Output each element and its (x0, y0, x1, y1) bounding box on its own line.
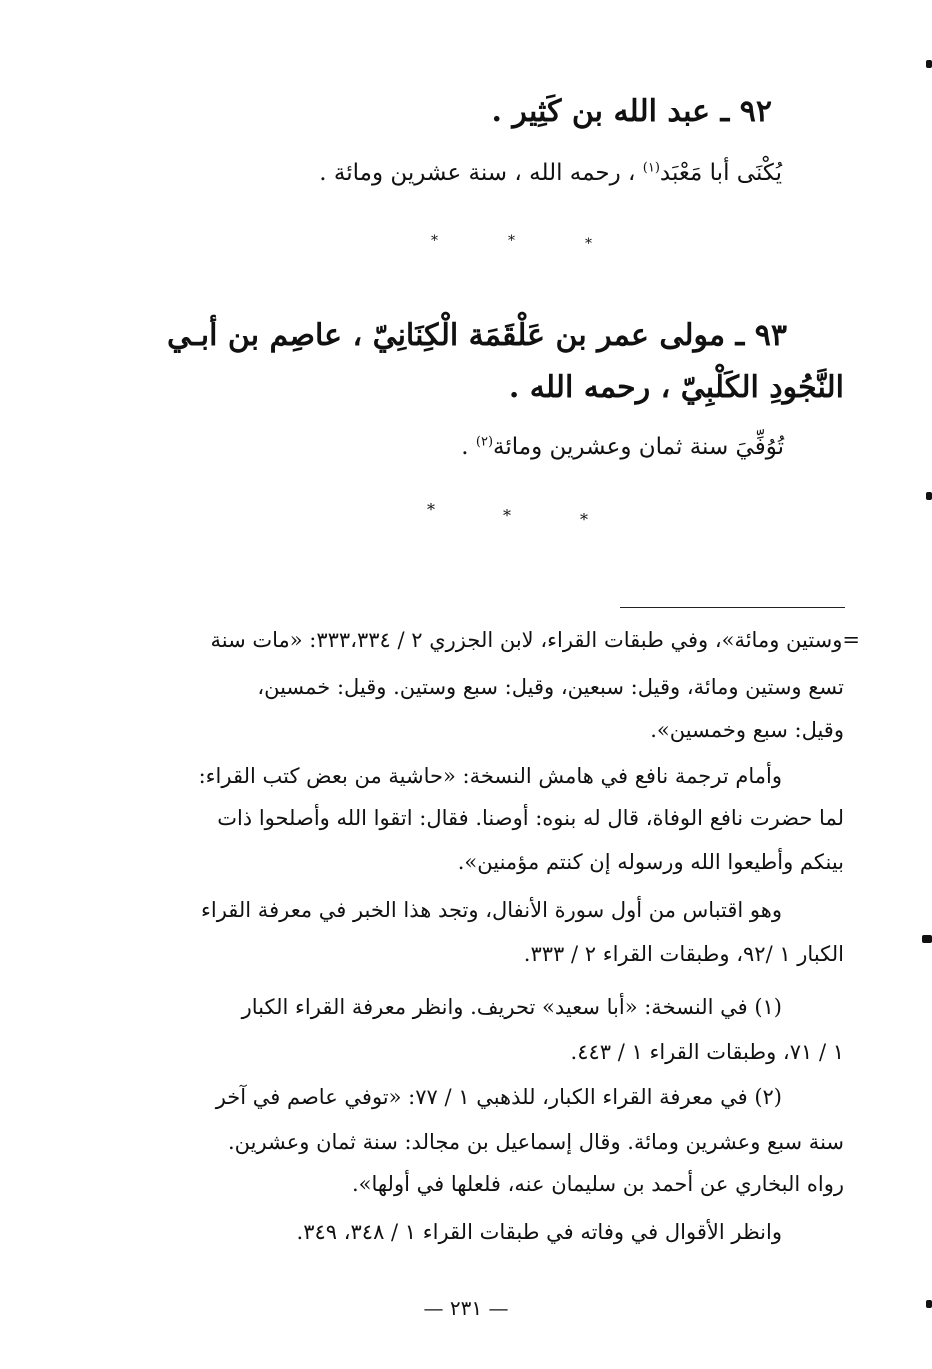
asterisk-icon: * (508, 233, 515, 249)
entry-93-heading-line-2: النَّجُودِ الكَلْبِيّ ، رحمه الله . (508, 370, 844, 405)
scan-edge-mark (926, 1300, 932, 1308)
footnote-1-line-2: ١ / ٧١، وطبقات القراء ١ / ٤٤٣. (570, 1040, 844, 1064)
asterisk-icon: * (585, 236, 592, 252)
footnote-continuation-line-2: تسع وستين ومائة، وقيل: سبعين، وقيل: سبع وستين. وقيل: خمسين، (257, 675, 844, 699)
scan-edge-mark (926, 492, 932, 500)
margin-note-line-1: وأمام ترجمة نافع في هامش النسخة: «حاشية من بعض كتب القراء: (198, 764, 782, 788)
footnote-2-line-3: رواه البخاري عن أحمد بن سليمان عنه، فلعلها في أولها». (351, 1172, 844, 1196)
footnote-ref-1: (١) (642, 160, 660, 176)
margin-note-line-2: لما حضرت نافع الوفاة، قال له بنوه: أوصنا. فقال: اتقوا الله وأصلحوا ذات (217, 806, 844, 830)
asterisk-icon: * (431, 233, 438, 249)
entry-93-text (461, 434, 784, 460)
footnote-continuation-line-3: وقيل: سبع وخمسين». (650, 718, 844, 742)
margin-note-line-3: بينكم وأطيعوا الله ورسوله إن كنتم مؤمنين». (457, 850, 844, 874)
footnote-2-line-1: (٢) في معرفة القراء الكبار، للذهبي ١ / ٧٧: «توفي عاصم في آخر (215, 1085, 782, 1109)
entry-93-text-main: تُوُفِّيَ سنة ثمان وعشرين ومائة (493, 434, 784, 460)
entry-92-heading: ٩٢ ـ عبد الله بن كَثِير . (491, 94, 772, 129)
entry-92-text-main: يُكْنَى أبا مَعْبَد (659, 160, 782, 186)
quote-source-line-1: وهو اقتباس من أول سورة الأنفال، وتجد هذا الخبر في معرفة القراء (200, 898, 782, 922)
entry-92-text (319, 160, 782, 186)
asterisk-icon: * (427, 500, 435, 519)
footnote-final-line: وانظر الأقوال في وفاته في طبقات القراء ١ / ٣٤٨، ٣٤٩. (296, 1220, 782, 1244)
entry-93-text-tail: . (461, 434, 476, 460)
quote-source-line-2: الكبار ١ /٩٢، وطبقات القراء ٢ / ٣٣٣. (523, 942, 844, 966)
footnote-1-line-1: (١) في النسخة: «أبا سعيد» تحريف. وانظر معرفة القراء الكبار (241, 995, 782, 1019)
footnote-2-line-2: سنة سبع وعشرين ومائة. وقال إسماعيل بن مجالد: سنة ثمان وعشرين. (227, 1130, 844, 1154)
scan-edge-mark (926, 60, 932, 68)
asterisk-icon: * (580, 510, 588, 529)
page-number: — ٢٣١ — (423, 1296, 509, 1320)
footnote-divider (620, 607, 845, 608)
footnote-ref-2: (٢) (475, 434, 494, 450)
footnote-continuation-line-1: =وستين ومائة»، وفي طبقات القراء، لابن الجزري ٢ / ٣٣٣،٣٣٤: «مات سنة (210, 628, 860, 652)
asterisk-icon: * (503, 506, 511, 525)
entry-93-heading-line-1: ٩٣ ـ مولى عمر بن عَلْقَمَة الْكِنَانِيّ ، عاصِم بن أبـي (166, 318, 787, 353)
entry-92-text-tail: ، رحمه الله ، سنة عشرين ومائة . (319, 160, 643, 186)
scan-edge-mark (922, 935, 932, 943)
